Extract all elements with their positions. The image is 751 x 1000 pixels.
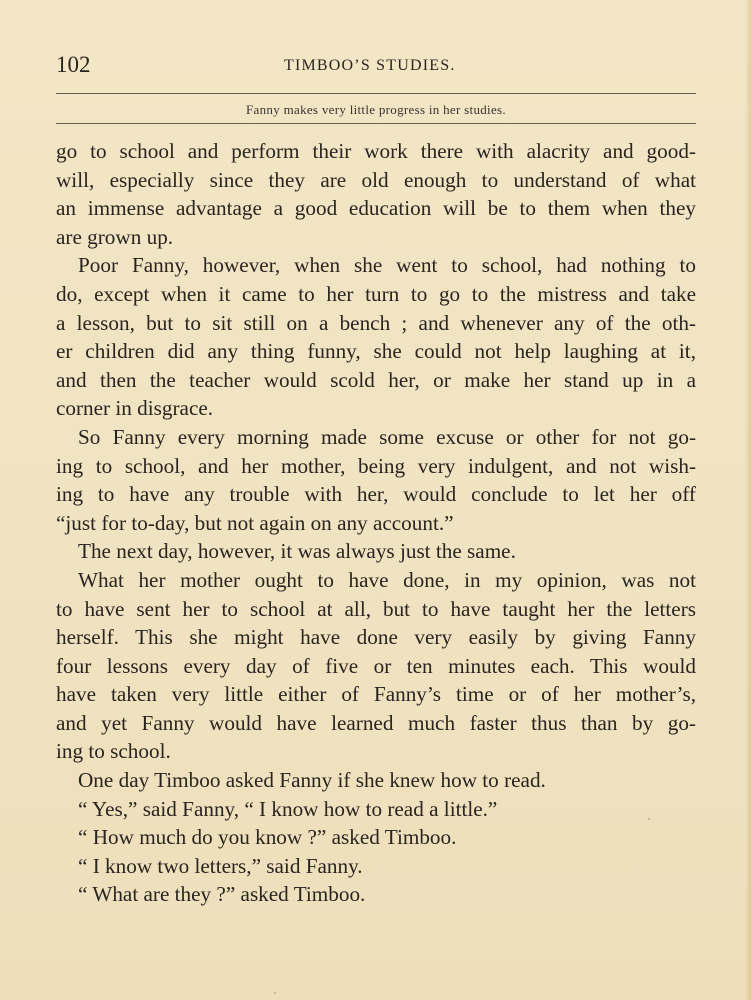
text-line: a lesson, but to sit still on a bench ; and whenever any of the oth- [56, 310, 696, 335]
page-number: 102 [56, 52, 91, 77]
text-line: four lessons every day of five or ten minutes each. This would [56, 653, 696, 678]
text-line: “ Yes,” said Fanny, “ I know how to read a little.” [78, 796, 498, 821]
text-line: and yet Fanny would have learned much faster thus than by go- [56, 710, 696, 735]
text-line: What her mother ought to have done, in my opinion, was not [78, 567, 696, 592]
text-line: “just for to-day, but not again on any account.” [56, 510, 454, 535]
text-line: are grown up. [56, 224, 174, 249]
text-line: go to school and perform their work there with alacrity and good- [56, 139, 696, 163]
paper-speckle [274, 992, 276, 994]
paper-speckle [648, 818, 650, 820]
text-line: and then the teacher would scold her, or make her stand up in a [56, 367, 696, 392]
text-line: “ I know two letters,” said Fanny. [78, 853, 363, 878]
text-line: have taken very little either of Fanny’s time or of her mother’s, [56, 682, 696, 707]
text-line: “ How much do you know ?” asked Timboo. [78, 825, 457, 850]
text-line: So Fanny every morning made some excuse or other for not go- [78, 424, 696, 449]
text-line: to have sent her to school at all, but to have taught her the letters [56, 596, 696, 621]
text-line: ing to school. [56, 739, 171, 764]
page-edge-shadow [745, 0, 751, 1000]
text-line: herself. This she might have done very easily by giving Fanny [56, 625, 696, 650]
text-line: do, except when it came to her turn to go to the mistress and take [56, 281, 696, 306]
text-line: “ What are they ?” asked Timboo. [78, 882, 366, 907]
chapter-subheading: Fanny makes very little progress in her studies. [246, 102, 506, 117]
text-line: The next day, however, it was always just the same. [78, 539, 516, 564]
text-line: an immense advantage a good education will be to them when they [56, 196, 696, 221]
body-text [56, 137, 696, 909]
text-line: One day Timboo asked Fanny if she knew how to read. [78, 768, 546, 793]
text-line: ing to school, and her mother, being very indulgent, and not wish- [56, 453, 696, 478]
text-line: er children did any thing funny, she could not help laughing at it, [56, 339, 696, 364]
running-title: TIMBOO’S STUDIES. [284, 57, 456, 74]
text-line: will, especially since they are old enough to understand of what [56, 167, 696, 192]
header-rule-bottom [56, 123, 696, 124]
text-line: Poor Fanny, however, when she went to school, had nothing to [78, 253, 696, 278]
text-line: ing to have any trouble with her, would conclude to let her off [56, 482, 696, 507]
header-rule-top [56, 93, 696, 94]
page-header [56, 52, 696, 82]
text-line: corner in disgrace. [56, 396, 214, 421]
